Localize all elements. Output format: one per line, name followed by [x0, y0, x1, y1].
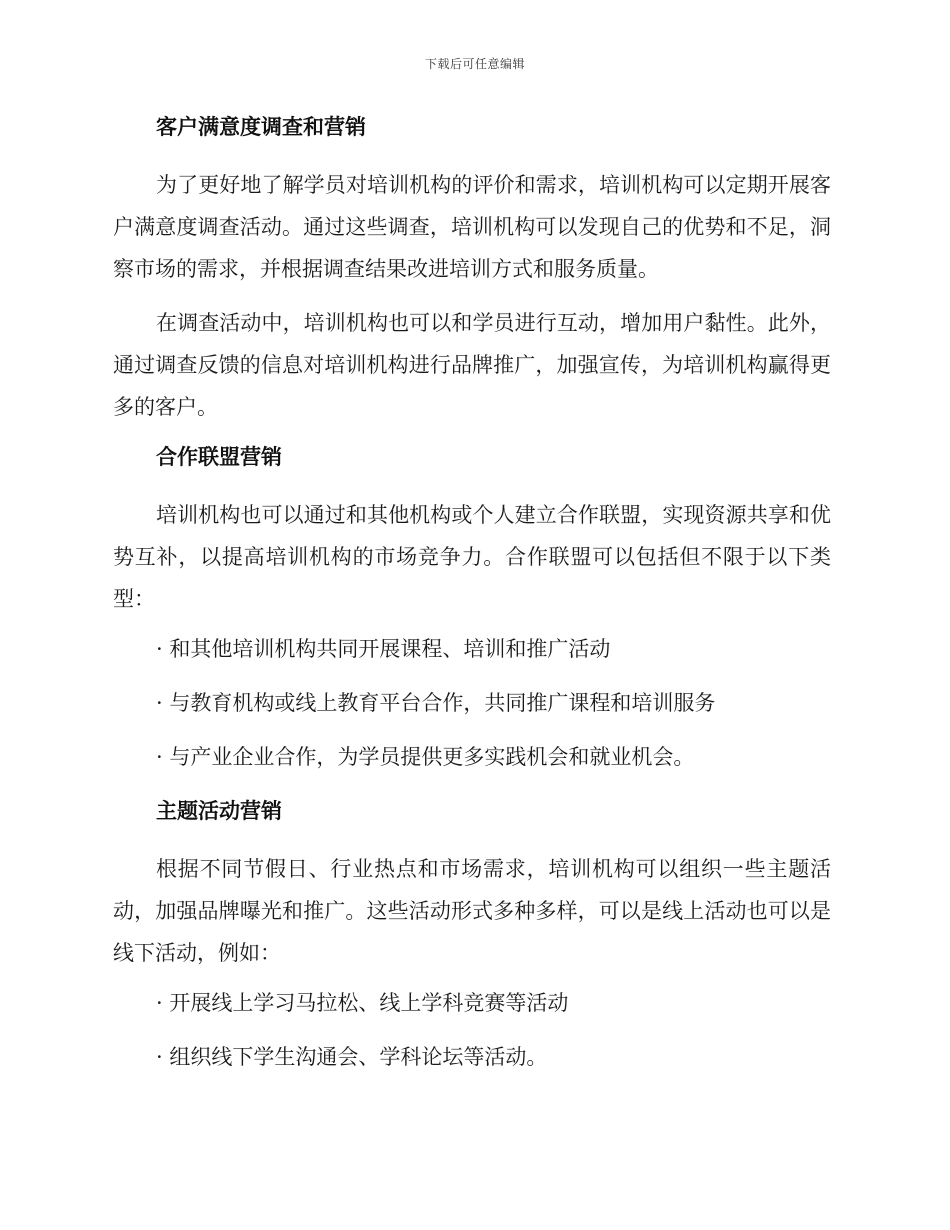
- paragraph: 培训机构也可以通过和其他机构或个人建立合作联盟，实现资源共享和优势互补，以提高培训机构的市场竞争力。合作联盟可以包括但不限于以下类型：: [113, 503, 831, 611]
- section-heading-satisfaction-survey: 客户满意度调查和营销: [156, 115, 366, 139]
- paragraph: 在调查活动中，培训机构也可以和学员进行互动，增加用户黏性。此外，通过调查反馈的信息对培训机构进行品牌推广，加强宣传，为培训机构赢得更多的客户。: [113, 311, 831, 419]
- list-item: · 和其他培训机构共同开展课程、培训和推广活动: [156, 637, 611, 661]
- paragraph: 根据不同节假日、行业热点和市场需求，培训机构可以组织一些主题活动，加强品牌曝光和推广。这些活动形式多种多样，可以是线上活动也可以是线下活动，例如：: [113, 857, 831, 965]
- list-item: · 组织线下学生沟通会、学科论坛等活动。: [156, 1045, 548, 1069]
- list-item: · 开展线上学习马拉松、线上学科竞赛等活动: [156, 991, 569, 1015]
- section-heading-theme-activity-marketing: 主题活动营销: [156, 799, 282, 823]
- section-heading-alliance-marketing: 合作联盟营销: [156, 445, 282, 469]
- header-note: 下载后可任意编辑: [424, 57, 525, 71]
- document-body: [113, 110, 831, 1094]
- paragraph: 为了更好地了解学员对培训机构的评价和需求，培训机构可以定期开展客户满意度调查活动。通过这些调查，培训机构可以发现自己的优势和不足，洞察市场的需求，并根据调查结果改进培训方式和服务质量。: [113, 173, 831, 281]
- list-item: · 与教育机构或线上教育平台合作，共同推广课程和培训服务: [156, 691, 716, 715]
- list-item: · 与产业企业合作，为学员提供更多实践机会和就业机会。: [156, 745, 695, 769]
